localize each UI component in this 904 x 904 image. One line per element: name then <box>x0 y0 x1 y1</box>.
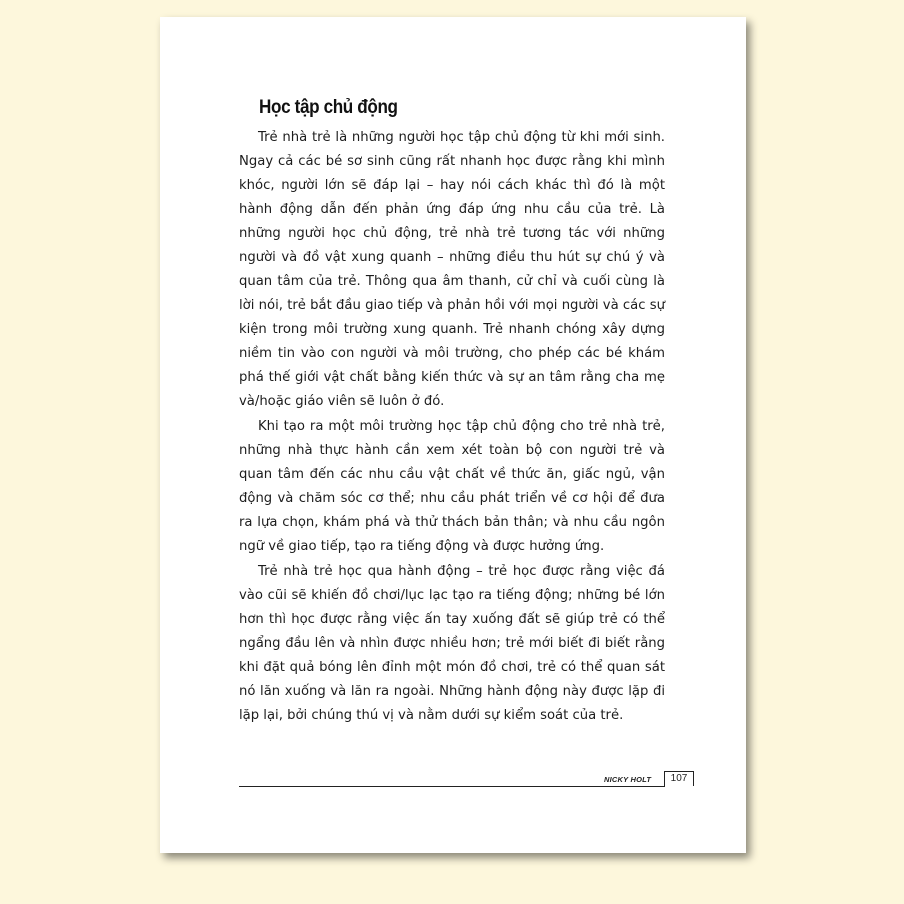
body-text <box>239 126 665 729</box>
footer-rule <box>239 786 665 787</box>
paragraph: Khi tạo ra một môi trường học tập chủ động cho trẻ nhà trẻ, những nhà thực hành cần xem xét toàn bộ con người trẻ và quan tâm đến các nhu cầu vật chất về thức ăn, giấc ngủ, vận động và chăm sóc cơ thể; nhu cầu phát triển về cơ hội để đưa ra lựa chọn, khám phá và thử thách bản thân; và nhu cầu ngôn ngữ về giao tiếp, tạo ra tiếng động và được hưởng ứng. <box>239 419 665 554</box>
paragraph: Trẻ nhà trẻ học qua hành động – trẻ học được rằng việc đá vào cũi sẽ khiến đồ chơi/lục lạc tạo ra tiếng động; những bé lớn hơn thì học được rằng việc ấn tay xuống đất sẽ giúp trẻ có thể ngẩng đầu lên và nhìn được nhiều hơn; trẻ mới biết đi biết rằng khi đặt quả bóng lên đỉnh một món đồ chơi, trẻ có thể quan sát nó lăn xuống và lăn ra ngoài. Những hành động này được lặp đi lặp lại, bởi chúng thú vị và nằm dưới sự kiểm soát của trẻ. <box>239 564 665 723</box>
footer-author: NICKY HOLT <box>604 775 652 784</box>
page-number: 107 <box>664 771 694 786</box>
book-page <box>160 17 746 853</box>
paragraph: Trẻ nhà trẻ là những người học tập chủ động từ khi mới sinh. Ngay cả các bé sơ sinh cũng rất nhanh học được rằng khi mình khóc, người lớn sẽ đáp lại – hay nói cách khác thì đó là một hành động dẫn đến phản ứng đáp ứng nhu cầu của trẻ. Là những người học chủ động, trẻ nhà trẻ tương tác với những người và đồ vật xung quanh – những điều thu hút sự chú ý và quan tâm của trẻ. Thông qua âm thanh, cử chỉ và cuối cùng là lời nói, trẻ bắt đầu giao tiếp và phản hồi với mọi người và các sự kiện trong môi trường xung quanh. Trẻ nhanh chóng xây dựng niềm tin vào con người và môi trường, cho phép các bé khám phá thế giới vật chất bằng kiến thức và sự an tâm rằng cha mẹ và/hoặc giáo viên sẽ luôn ở đó. <box>239 130 665 409</box>
section-heading: Học tập chủ động <box>259 97 398 118</box>
